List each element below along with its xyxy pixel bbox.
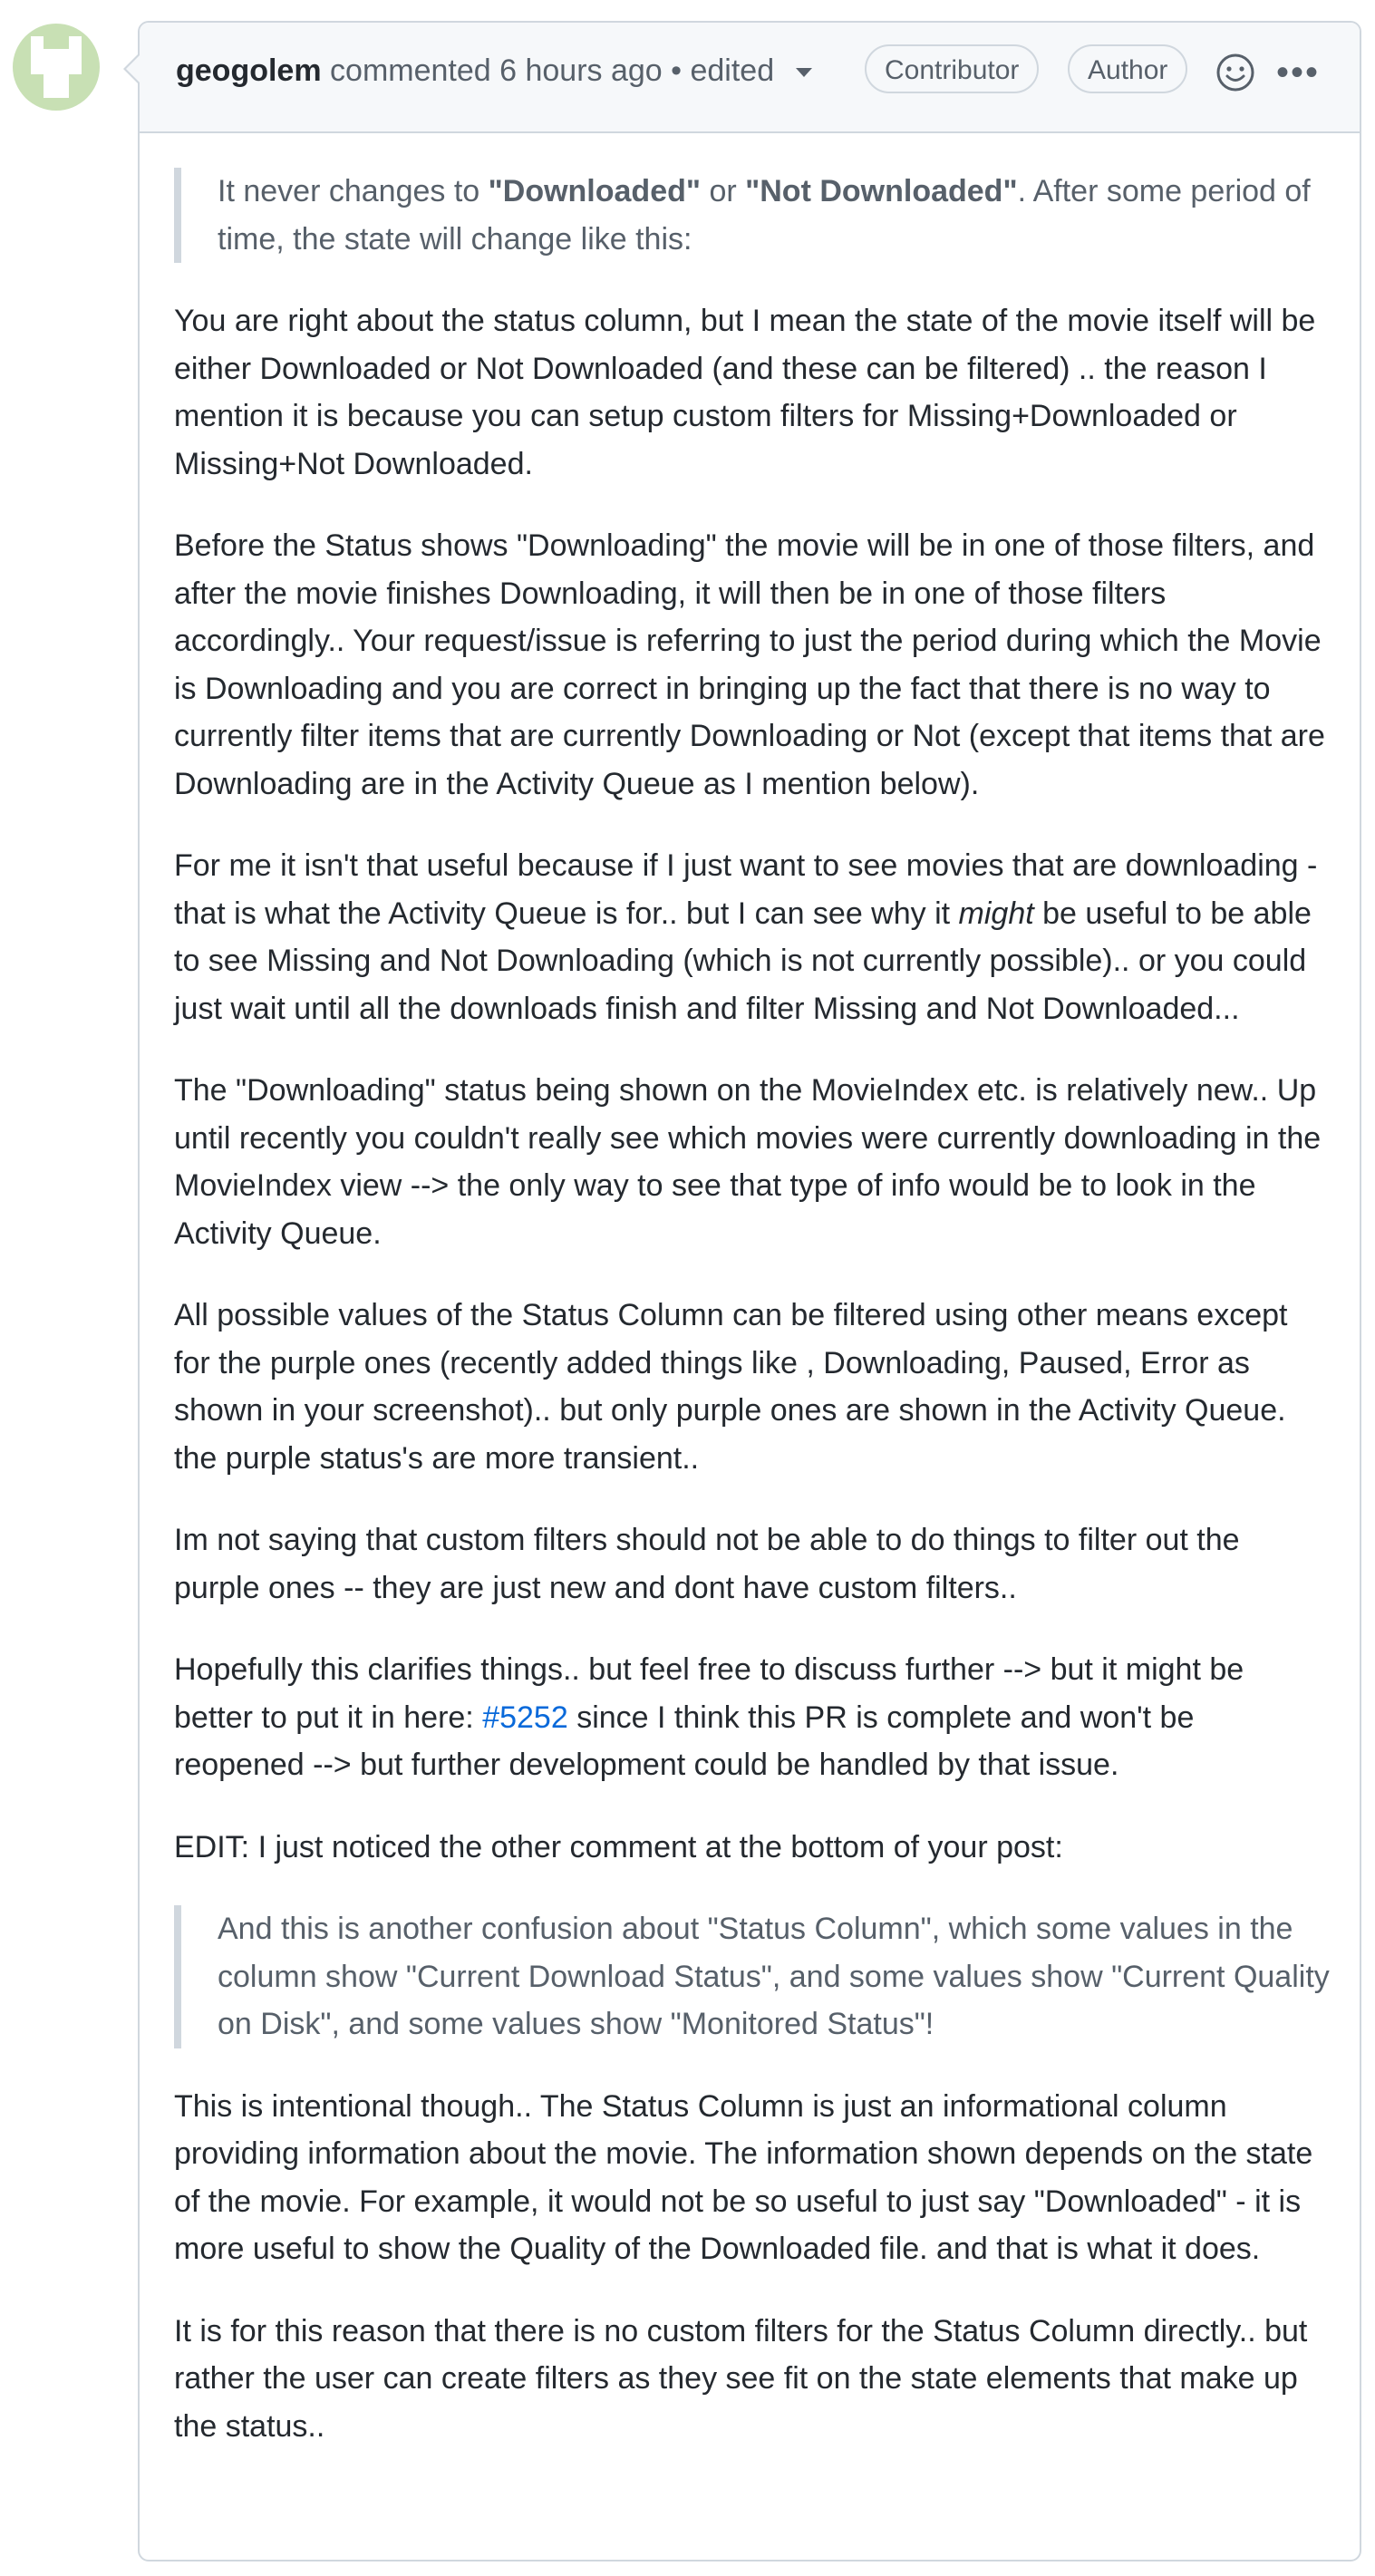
author-link[interactable]: geogolem xyxy=(176,53,322,88)
comment-box xyxy=(138,21,1361,2561)
comment-header xyxy=(140,23,1360,133)
paragraph: You are right about the status column, but I mean the state of the movie itself will be either Downloaded or Not Downloaded (and these can be filtered) .. the reason I mention it is because you can setup custom filters for Missing+Downloaded or Missing+Not Downloaded. xyxy=(174,304,1316,481)
contributor-badge: Contributor xyxy=(865,44,1039,93)
paragraph: Hopefully this clarifies things.. but feel free to discuss further --> but it might be better to put it in here: #5252 since I think this PR is complete and won't be reopened --> but further development could be handled by that issue. xyxy=(174,1652,1244,1782)
issue-link[interactable]: #5252 xyxy=(482,1700,568,1735)
paragraph: This is intentional though.. The Status Column is just an informational column providing information about the movie. The information shown depends on the state of the movie. For example, it would not be so useful to just say "Downloaded" - it is more useful to show the Quality of the Downloaded file. and that is what it does. xyxy=(174,2088,1313,2266)
paragraph: All possible values of the Status Column can be filtered using other means except for the purple ones (recently added things like , Downloading, Paused, Error as shown in your screenshot).. but only purple ones are shown in the Activity Queue. the purple status's are more transient.. xyxy=(174,1298,1288,1476)
quote-text: And this is another confusion about "Status Column", which some values in the column show "Current Download Status", and some values show "Current Quality on Disk", and some values show "Monitored Status"! xyxy=(218,1912,1330,2041)
avatar[interactable] xyxy=(13,24,100,111)
paragraph: Before the Status shows "Downloading" the movie will be in one of those filters, and after the movie finishes Downloading, it will then be in one of those filters accordingly.. Your request/issue is referring to just the period during which the Movie is Downloading and you are correct in bringing up the fact that there is no way to currently filter items that are currently Downloading or Not (except that items that are Downloading are in the Activity Queue as I mention below). xyxy=(174,528,1325,801)
comment-meta xyxy=(176,53,812,89)
comment-body xyxy=(174,133,1331,2484)
author-badge: Author xyxy=(1068,44,1187,93)
quote-text: It never changes to "Downloaded" or "Not Downloaded". After some period of time, the state will change like this: xyxy=(218,174,1311,257)
comment-action[interactable]: commented 6 hours ago • edited xyxy=(330,53,775,88)
smiley-icon[interactable] xyxy=(1215,52,1256,93)
paragraph: Im not saying that custom filters should not be able to do things to filter out the purple ones -- they are just new and dont have custom filters.. xyxy=(174,1523,1240,1605)
blockquote xyxy=(174,168,1331,263)
chevron-down-icon[interactable] xyxy=(796,68,812,77)
avatar-pixel xyxy=(44,74,69,98)
avatar-pixel xyxy=(31,62,82,74)
avatar-pixel xyxy=(69,36,82,62)
comment-pointer-inner xyxy=(126,54,140,83)
avatar-pixel xyxy=(44,49,69,62)
paragraph: It is for this reason that there is no custom filters for the Status Column directly.. but rather the user can create filters as they see fit on the state elements that make up the status.. xyxy=(174,2313,1308,2444)
paragraph: For me it isn't that useful because if I just want to see movies that are downloading - that is what the Activity Queue is for.. but I can see why it might be useful to be able to see Missing and Not Downloading (which is not currently possible).. or you could just wait until all the downloads finish and filter Missing and Not Downloaded... xyxy=(174,848,1318,1026)
kebab-icon[interactable]: ••• xyxy=(1276,53,1321,92)
blockquote xyxy=(174,1905,1331,2048)
avatar-pixel xyxy=(31,36,44,62)
paragraph: EDIT: I just noticed the other comment at the bottom of your post: xyxy=(174,1829,1063,1864)
paragraph: The "Downloading" status being shown on the MovieIndex etc. is relatively new.. Up until recently you couldn't really see which movies were currently downloading in the MovieIndex view --> the only way to see that type of info would be to look in the Activity Queue. xyxy=(174,1073,1322,1251)
